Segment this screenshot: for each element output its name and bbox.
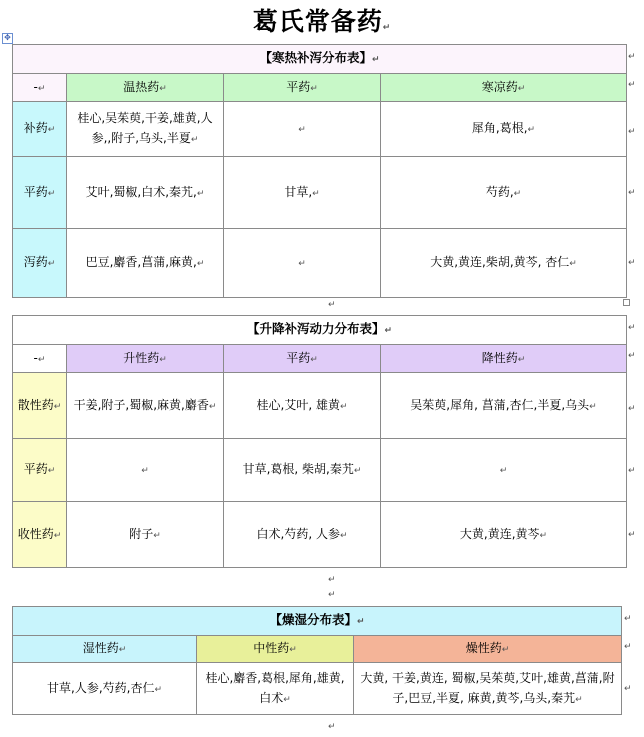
page-title bbox=[0, 2, 644, 38]
table-cell bbox=[13, 663, 197, 715]
end-of-row-mark: ↵ bbox=[628, 404, 636, 414]
caption-text: 【燥湿分布表】 bbox=[269, 612, 357, 627]
paragraph-mark: ↵ bbox=[499, 466, 508, 476]
row-label-text: 平药 bbox=[23, 462, 48, 476]
end-of-row-mark: ↵ bbox=[628, 530, 636, 540]
row-label bbox=[13, 229, 67, 298]
column-header bbox=[13, 636, 197, 663]
paragraph-mark: ↵ bbox=[298, 259, 306, 269]
end-of-row-mark: ↵ bbox=[624, 684, 632, 694]
paragraph-mark: ↵ bbox=[517, 83, 526, 94]
table-cell bbox=[67, 373, 224, 439]
cell-text: 甘草,人参,芍药,杏仁 bbox=[47, 680, 155, 695]
cold-heat-table bbox=[12, 44, 627, 298]
column-header bbox=[224, 345, 381, 373]
paragraph-mark: ↵ bbox=[328, 590, 336, 600]
row-label-text: 泻药 bbox=[23, 255, 48, 269]
paragraph-mark: ↵ bbox=[159, 354, 167, 365]
paragraph-mark: ↵ bbox=[517, 354, 526, 365]
paragraph-mark: ↵ bbox=[312, 188, 320, 199]
paragraph-mark: ↵ bbox=[384, 326, 393, 336]
header-text: 平药 bbox=[286, 350, 311, 365]
cell-text: 艾叶,蜀椒,白术,秦艽, bbox=[85, 184, 197, 199]
header-text: 寒凉药 bbox=[481, 79, 518, 94]
cell-text: 犀角,葛根, bbox=[471, 121, 528, 135]
table-cell bbox=[224, 373, 381, 439]
cell-text: 干姜,附子,蜀椒,麻黄,麝香 bbox=[73, 397, 209, 412]
paragraph-mark: ↵ bbox=[569, 259, 577, 269]
end-of-row-mark: ↵ bbox=[628, 80, 636, 90]
corner-cell bbox=[13, 74, 67, 102]
title-text: 葛氏常备药 bbox=[252, 7, 383, 36]
paragraph-mark: ↵ bbox=[37, 83, 46, 94]
corner-cell bbox=[13, 345, 67, 373]
header-text: 升性药 bbox=[123, 350, 160, 365]
column-header bbox=[224, 74, 381, 102]
column-header bbox=[381, 74, 627, 102]
end-of-row-mark: ↵ bbox=[624, 642, 632, 652]
table-cell bbox=[67, 502, 224, 568]
table-cell bbox=[224, 502, 381, 568]
paragraph-mark: ↵ bbox=[371, 55, 380, 65]
paragraph-mark: ↵ bbox=[527, 125, 536, 135]
paragraph-mark: ↵ bbox=[298, 125, 306, 135]
cell-text: 白术,芍药, 人参 bbox=[256, 526, 340, 541]
table-cell bbox=[381, 502, 627, 568]
paragraph-mark: ↵ bbox=[47, 125, 56, 135]
cell-text: 大黄,黄连,柴胡,黄芩, 杏仁 bbox=[430, 255, 570, 269]
table-cell bbox=[224, 439, 381, 502]
header-text: 平药 bbox=[286, 79, 311, 94]
table-caption bbox=[13, 45, 627, 74]
paragraph-mark: ↵ bbox=[339, 530, 348, 541]
end-of-row-mark: ↵ bbox=[628, 127, 636, 137]
header-text: 中性药 bbox=[253, 641, 290, 655]
header-text: 湿性药 bbox=[82, 641, 119, 655]
paragraph-mark: ↵ bbox=[153, 530, 161, 541]
header-text: 温热药 bbox=[123, 79, 160, 94]
paragraph-mark: ↵ bbox=[47, 466, 56, 476]
paragraph-mark: ↵ bbox=[47, 259, 56, 269]
paragraph-mark: ↵ bbox=[37, 354, 46, 365]
table-caption bbox=[13, 316, 627, 345]
row-label-text: 补药 bbox=[23, 121, 48, 135]
cell-text: 甘草,葛根, 柴胡,秦艽 bbox=[242, 462, 354, 476]
end-of-row-mark: ↵ bbox=[624, 614, 632, 624]
cell-text: 芍药, bbox=[485, 184, 514, 199]
paragraph-mark: ↵ bbox=[353, 466, 362, 476]
table-resize-handle-icon[interactable] bbox=[623, 299, 630, 306]
paragraph-mark: ↵ bbox=[575, 694, 583, 705]
paragraph-mark: ↵ bbox=[310, 83, 318, 94]
cell-text: 巴豆,麝香,菖蒲,麻黄, bbox=[85, 255, 197, 269]
end-of-row-mark: ↵ bbox=[628, 351, 636, 361]
table-cell bbox=[197, 663, 354, 715]
paragraph-mark: ↵ bbox=[283, 694, 291, 705]
paragraph-mark: ↵ bbox=[118, 645, 127, 655]
column-header bbox=[381, 345, 627, 373]
table-caption bbox=[13, 607, 622, 636]
caption-text: 【寒热补泻分布表】 bbox=[259, 50, 372, 65]
cell-text: 桂心,吴茱萸,干姜,雄黄,人参,,附子,乌头,半夏 bbox=[77, 111, 213, 145]
column-header bbox=[67, 74, 224, 102]
row-label bbox=[13, 373, 67, 439]
paragraph-mark: ↵ bbox=[196, 259, 205, 269]
row-label-text: 散性药 bbox=[17, 397, 54, 412]
row-label bbox=[13, 157, 67, 229]
end-of-row-mark: ↵ bbox=[628, 323, 636, 333]
table-cell bbox=[67, 157, 224, 229]
paragraph-mark: ↵ bbox=[589, 401, 597, 412]
cell-text: 附子 bbox=[129, 526, 154, 541]
paragraph-mark: ↵ bbox=[141, 466, 149, 476]
end-of-row-mark: ↵ bbox=[628, 258, 636, 268]
paragraph-mark: ↵ bbox=[356, 617, 365, 627]
paragraph-mark: ↵ bbox=[208, 401, 217, 412]
paragraph-mark: ↵ bbox=[196, 188, 205, 199]
cell-text: 桂心,艾叶, 雄黄 bbox=[256, 397, 340, 412]
end-of-row-mark: ↵ bbox=[628, 188, 636, 198]
paragraph-mark: ↵ bbox=[310, 354, 318, 365]
end-of-row-mark: ↵ bbox=[628, 52, 636, 62]
header-text: 降性药 bbox=[481, 350, 518, 365]
paragraph-mark: ↵ bbox=[328, 575, 336, 585]
paragraph-mark: ↵ bbox=[47, 188, 56, 199]
row-label bbox=[13, 502, 67, 568]
table-cell bbox=[67, 102, 224, 157]
table-cell bbox=[381, 157, 627, 229]
paragraph-mark: ↵ bbox=[53, 401, 62, 412]
paragraph-mark: ↵ bbox=[154, 684, 162, 695]
cell-text: 吴茱萸,犀角, 菖蒲,杏仁,半夏,乌头 bbox=[410, 397, 590, 412]
table-cell bbox=[381, 439, 627, 502]
table-cell bbox=[224, 229, 381, 298]
table-cell bbox=[381, 373, 627, 439]
cell-text: 大黄, 干姜,黄连, 蜀椒,吴茱萸,艾叶,雄黄,菖蒲,附子,巴豆,半夏, 麻黄,黄芩,乌头,秦艽 bbox=[360, 670, 615, 705]
column-header bbox=[67, 345, 224, 373]
corner-text: - bbox=[33, 350, 38, 365]
row-label-text: 收性药 bbox=[17, 526, 54, 541]
paragraph-mark: ↵ bbox=[501, 645, 510, 655]
column-header bbox=[354, 636, 622, 663]
table-move-handle-icon[interactable]: ✥ bbox=[2, 33, 13, 44]
paragraph-mark: ↵ bbox=[328, 300, 336, 310]
paragraph-mark: ↵ bbox=[539, 530, 548, 541]
paragraph-mark: ↵ bbox=[53, 530, 62, 541]
paragraph-mark: ↵ bbox=[289, 645, 297, 655]
row-label bbox=[13, 102, 67, 157]
paragraph-mark: ↵ bbox=[513, 188, 522, 199]
cell-text: 桂心,麝香,葛根,犀角,雄黄,白术 bbox=[205, 670, 345, 705]
cell-text: 大黄,黄连,黄芩 bbox=[459, 526, 540, 541]
cell-text: 甘草, bbox=[284, 184, 313, 199]
paragraph-mark: ↵ bbox=[382, 23, 392, 33]
ascend-descend-table bbox=[12, 315, 627, 568]
table-cell bbox=[354, 663, 622, 715]
paragraph-mark: ↵ bbox=[190, 135, 199, 145]
paragraph-mark: ↵ bbox=[159, 83, 167, 94]
table-cell bbox=[224, 102, 381, 157]
table-cell bbox=[67, 229, 224, 298]
row-label-text: 平药 bbox=[23, 184, 48, 199]
row-label bbox=[13, 439, 67, 502]
paragraph-mark: ↵ bbox=[339, 401, 348, 412]
table-cell bbox=[381, 102, 627, 157]
paragraph-mark: ↵ bbox=[328, 722, 336, 732]
corner-text: - bbox=[33, 79, 38, 94]
table-cell bbox=[381, 229, 627, 298]
table-cell bbox=[224, 157, 381, 229]
table-cell bbox=[67, 439, 224, 502]
end-of-row-mark: ↵ bbox=[628, 466, 636, 476]
header-text: 燥性药 bbox=[465, 641, 502, 655]
column-header bbox=[197, 636, 354, 663]
dry-humid-table bbox=[12, 606, 622, 715]
caption-text: 【升降补泻动力分布表】 bbox=[246, 321, 385, 336]
